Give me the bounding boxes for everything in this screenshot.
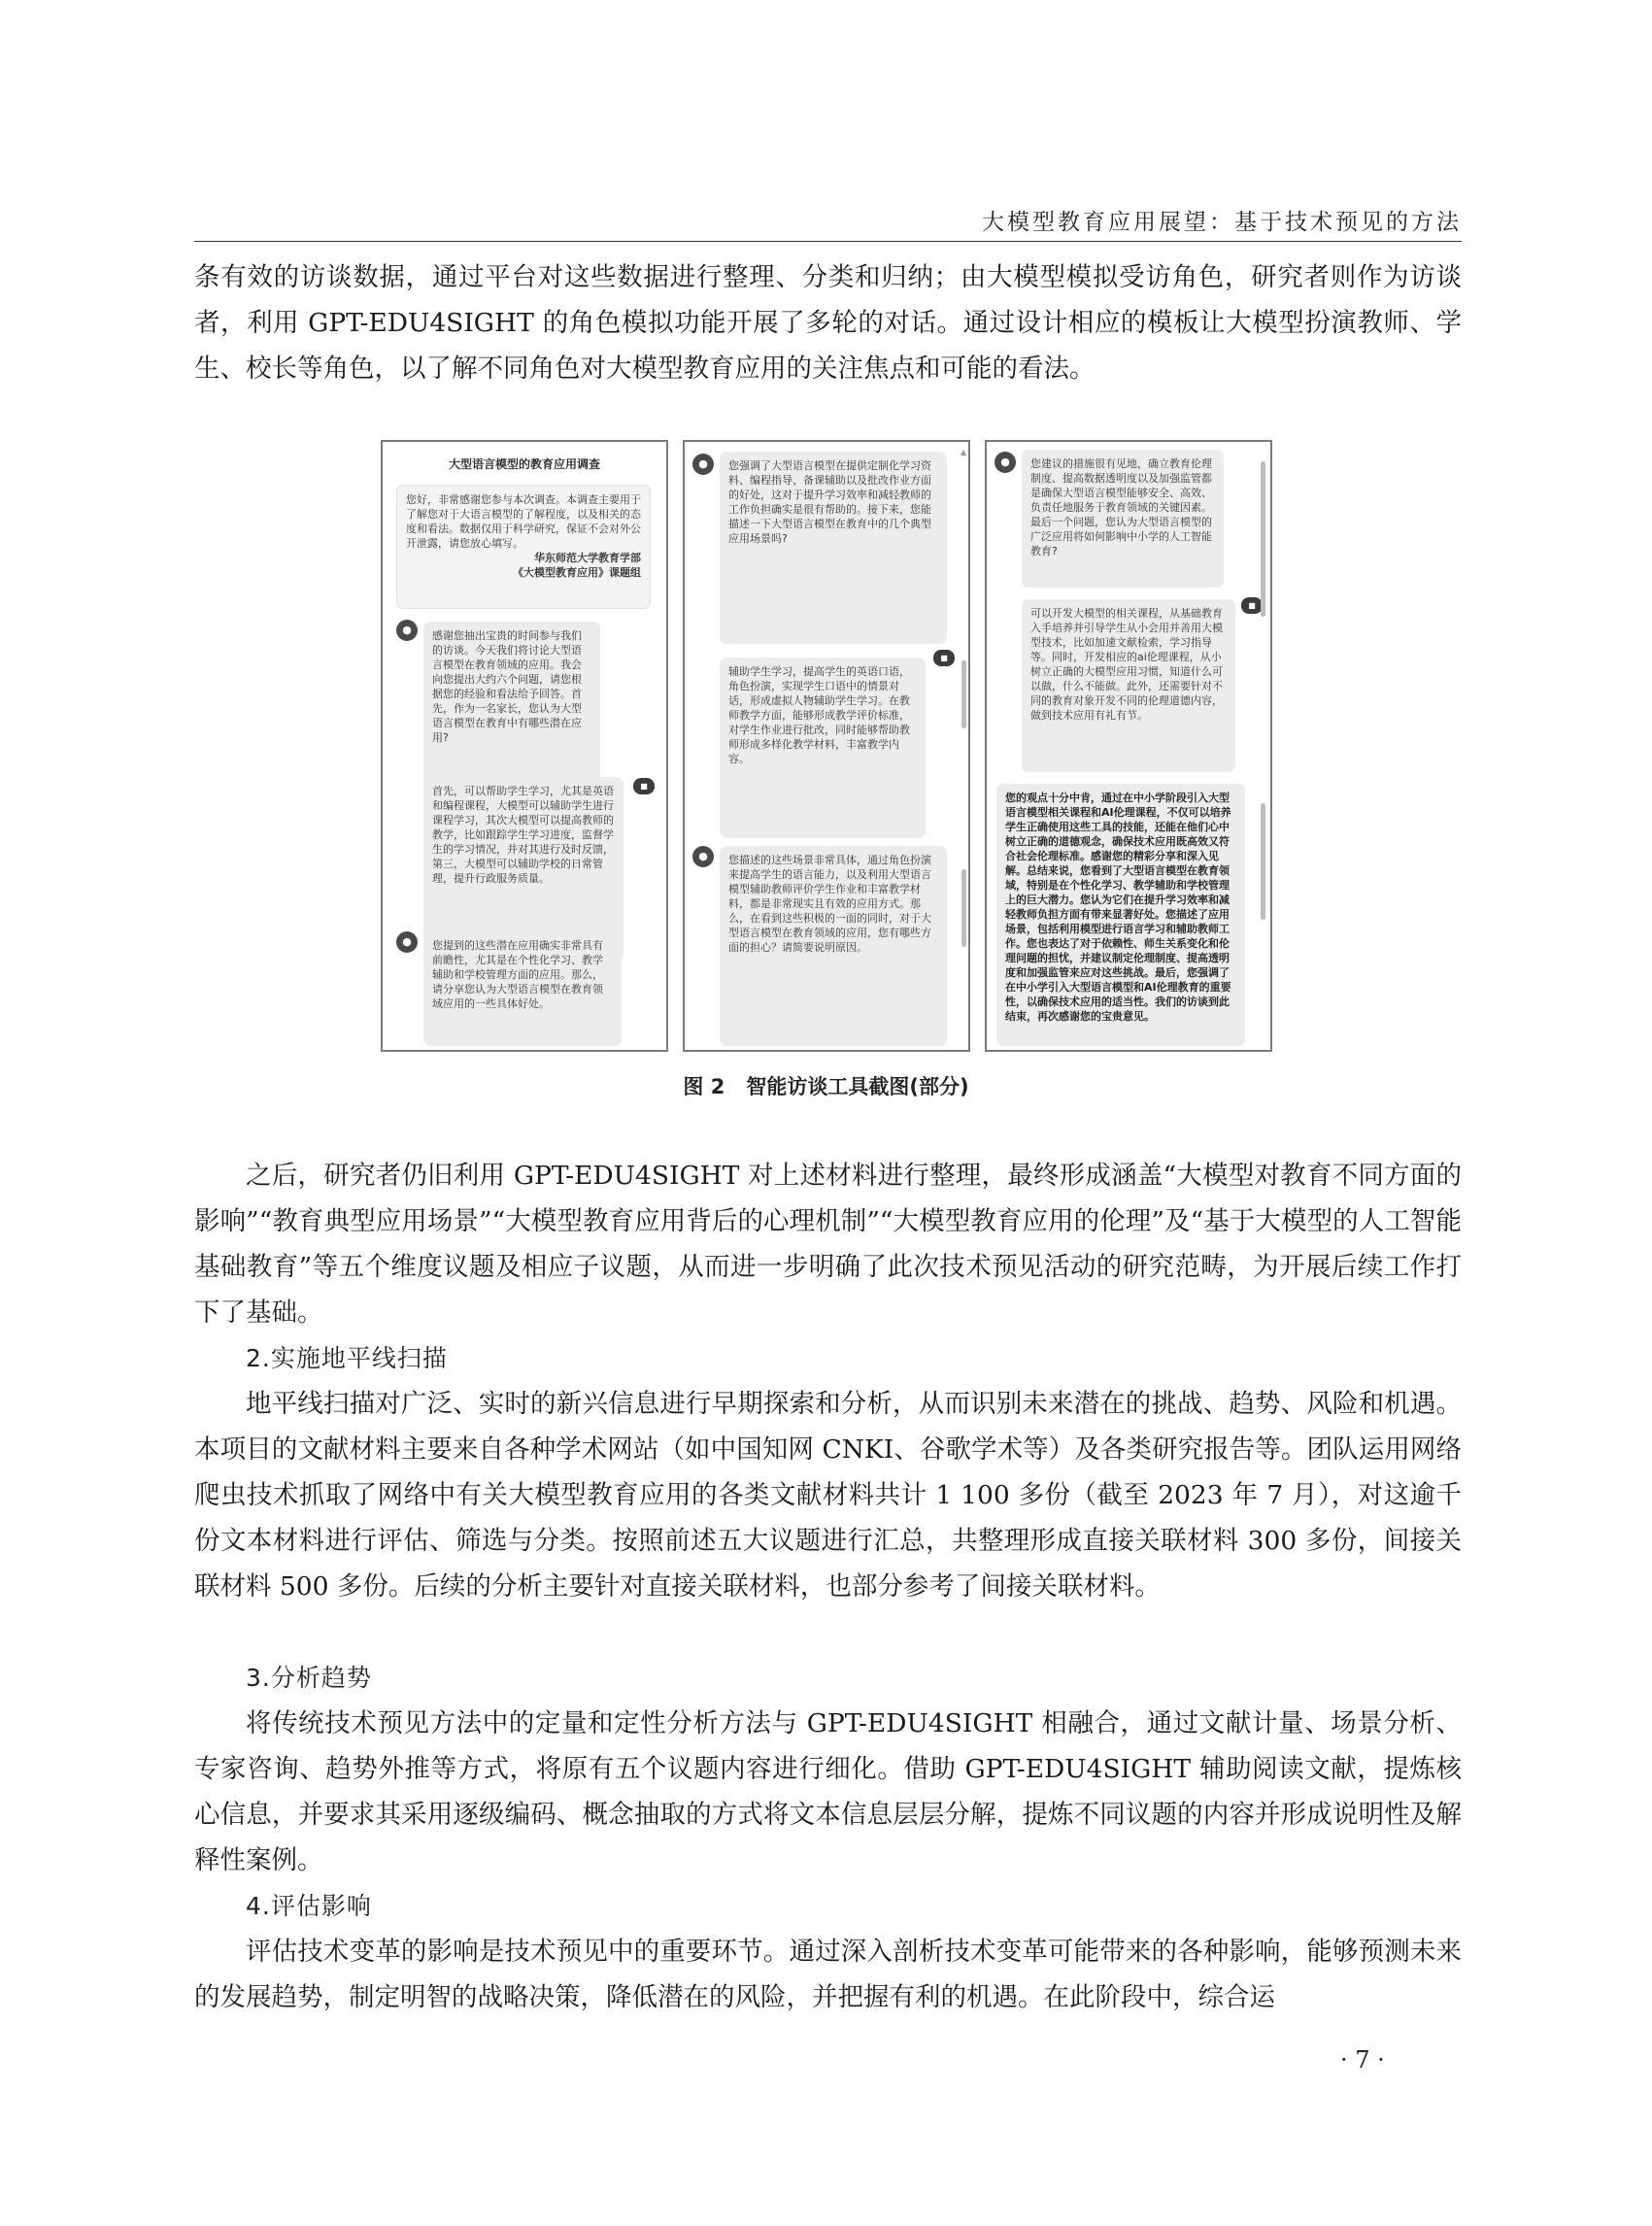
running-head: 大模型教育应用展望：基于技术预见的方法 (982, 210, 1462, 235)
scroll-up-icon[interactable]: ▲ (961, 448, 967, 456)
survey-intro-text: 您好，非常感谢您参与本次调查。本调查主要用于了解您对于大语言模型的了解程度，以及相关的态度和看法。数据仅用于科学研究，保证不会对外公开泄露，请您放心填写。 (406, 493, 641, 550)
chat-message: 您强调了大型语言模型在提供定制化学习资料、编程指导、备课辅助以及批改作业方面的好处，这对于提升学习效率和减轻教师的工作负担确实是很有帮助的。接下来，您能描述一下大型语言模型在教育中的几个典型应用场景吗? (720, 452, 947, 644)
chat-message: 首先，可以帮助学生学习，尤其是英语和编程课程，大模型可以辅助学生进行课程学习，其次大模型可以提高教师的教学，比如跟踪学生学习进度，监督学生的学习情况，并对其进行及时反馈，第三，大模型可以辅助学校的日常管理，提升行政服务质量。 (423, 777, 624, 961)
survey-signature-1: 华东师范大学教育学部 (534, 552, 641, 564)
paragraph-3: 地平线扫描对广泛、实时的新兴信息进行早期探索和分析，从而识别未来潜在的挑战、趋势、风险和机遇。本项目的文献材料主要来自各种学术网站（如中国知网 CNKI、谷歌学术等）及各类研究报告等。团队运用网络爬虫技术抓取了网络中有关大模型教育应用的各类文献材料共计 1 100 多份（截至 2023 年 7 月），对这逾千份文本材料进行评估、筛选与分类。按照前述五大议题进行汇总，共整理形成直接关联材料 300 多份，间接关联材料 500 多份。后续的分析主要针对直接关联材料，也部分参考了间接关联材料。 (194, 1389, 1462, 1602)
summary-text: 您的观点十分中肯，通过在中小学阶段引入大型语言模型相关课程和AI伦理课程，不仅可以培养学生正确使用这些工具的技能，还能在他们心中树立正确的道德观念，确保技术应用既高效又符合社会伦理标准。感谢您的精彩分享和深入见解。总结来说，您看到了大型语言模型在教育领域，特别是在个性化学习、教学辅助和学校管理上的巨大潜力。您认为它们在提升学习效率和减轻教师负担方面有带来显著好处。您描述了应用场景，包括利用模型进行语言学习和辅助教师工作。您也表达了对于依赖性、师生关系变化和伦理问题的担忧，并建议制定伦理制度、提高透明度和加强监管来应对这些挑战。最后，您强调了在中小学引入大型语言模型和AI伦理教育的重要性，以确保技术应用的适当性。我们的访谈到此结束，再次感谢您的宝贵意见。 (1005, 792, 1231, 1023)
page-number: · 7 · (1340, 2046, 1385, 2074)
figure-caption-text: 智能访谈工具截图(部分) (746, 1075, 969, 1098)
user-avatar-icon: ● (692, 454, 714, 475)
figure-label: 图 2 (683, 1075, 725, 1098)
section-heading-4: 4.评估影响 (246, 1892, 372, 1920)
bot-avatar-icon: ■ (933, 650, 955, 666)
user-avatar-icon: ● (995, 452, 1016, 473)
scrollbar[interactable] (961, 869, 966, 947)
survey-title: 大型语言模型的教育应用调查 (448, 457, 600, 471)
chat-panel-1 (381, 440, 668, 1052)
chat-message: 感谢您抽出宝贵的时间参与我们的访谈。今天我们将讨论大型语言模型在教育领域的应用。我会向您提出大约六个问题，请您根据您的经验和看法给予回答。首先，作为一名家长，您认为大型语言模型在教育中有哪些潜在应用? (423, 622, 600, 787)
survey-signature-2: 《大模型教育应用》课题组 (513, 566, 641, 579)
scrollbar[interactable] (961, 660, 966, 728)
user-avatar-icon: ● (396, 931, 418, 953)
paragraph-4: 将传统技术预见方法中的定量和定性分析方法与 GPT-EDU4SIGHT 相融合，通过文献计量、场景分析、专家咨询、趋势外推等方式，将原有五个议题内容进行细化。借助 GPT-EDU4SIGHT 辅助阅读文献，提炼核心信息，并要求其采用逐级编码、概念抽取的方式将文本信息层层分解，提炼不同议题的内容并形成说明性及解释性案例。 (194, 1708, 1462, 1875)
figure-2 (381, 440, 1272, 1054)
user-avatar-icon: ● (396, 620, 418, 641)
paragraph-5: 评估技术变革的影响是技术预见中的重要环节。通过深入剖析技术变革可能带来的各种影响，能够预测未来的发展趋势，制定明智的战略决策，降低潜在的风险，并把握有利的机遇。在此阶段中，综合运 (194, 1937, 1462, 2012)
chat-panel-2 (683, 440, 970, 1052)
chat-message: 您提到的这些潜在应用确实非常具有前瞻性，尤其是在个性化学习、教学辅助和学校管理方面的应用。那么，请分享您认为大型语言模型在教育领域应用的一些具体好处。 (423, 931, 622, 1046)
section-heading-3: 3.分析趋势 (246, 1664, 372, 1692)
scrollbar[interactable] (1261, 803, 1265, 920)
figure-caption (0, 1071, 1652, 1100)
chat-message: 可以开发大模型的相关课程，从基础教育入手培养并引导学生从小会用并善用大模型技术，比如加速文献检索，学习指导等。同时，开发相应的ai伦理课程，从小树立正确的大模型应用习惯，知道什么可以做，什么不能做。此外，还需要针对不同的教育对象开发不同的伦理道德内容，做到技术应用有礼有节。 (1022, 599, 1235, 772)
bot-avatar-icon: ■ (633, 778, 655, 794)
bot-avatar-icon: ■ (1241, 597, 1263, 614)
paragraph-1: 条有效的访谈数据，通过平台对这些数据进行整理、分类和归纳；由大模型模拟受访角色，研究者则作为访谈者，利用 GPT-EDU4SIGHT 的角色模拟功能开展了多轮的对话。通过设计相应的模板让大模型扮演教师、学生、校长等角色，以了解不同角色对大模型教育应用的关注焦点和可能的看法。 (194, 262, 1462, 384)
user-avatar-icon: ● (692, 846, 714, 867)
summary-message (996, 784, 1245, 1046)
chat-message: 您描述的这些场景非常具体，通过角色扮演来提高学生的语言能力，以及利用大型语言模型辅助教师评价学生作业和丰富教学材料，都是非常现实且有效的应用方式。那么，在看到这些积极的一面的同时，对于大型语言模型在教育领域的应用，您有哪些方面的担心？请简要说明原因。 (720, 846, 947, 1046)
chat-panel-3 (985, 440, 1272, 1052)
paragraph-2: 之后，研究者仍旧利用 GPT-EDU4SIGHT 对上述材料进行整理，最终形成涵盖“大模型对教育不同方面的影响”“教育典型应用场景”“大模型教育应用背后的心理机制”“大模型教育应用的伦理”及“基于大模型的人工智能基础教育”等五个维度议题及相应子议题，从而进一步明确了此次技术预见活动的研究范畴，为开展后续工作打下了基础。 (194, 1161, 1462, 1328)
header-rule (194, 241, 1462, 242)
section-heading-2: 2.实施地平线扫描 (246, 1344, 448, 1372)
chat-message: 辅助学生学习，提高学生的英语口语，角色扮演，实现学生口语中的情景对话，形成虚拟人物辅助学生学习。在教师教学方面，能够形成教学评价标准，对学生作业进行批改，同时能够帮助教师形成多样化教学材料，丰富教学内容。 (720, 658, 926, 838)
survey-intro-bubble (396, 485, 651, 609)
chat-message: 您建议的措施很有见地，确立教育伦理制度、提高数据透明度以及加强监管都是确保大型语言模型能够安全、高效、负责任地服务于教育领域的关键因素。最后一个问题，您认为大型语言模型的广泛应用将如何影响中小学的人工智能教育? (1022, 450, 1224, 588)
scrollbar[interactable] (1261, 461, 1265, 617)
